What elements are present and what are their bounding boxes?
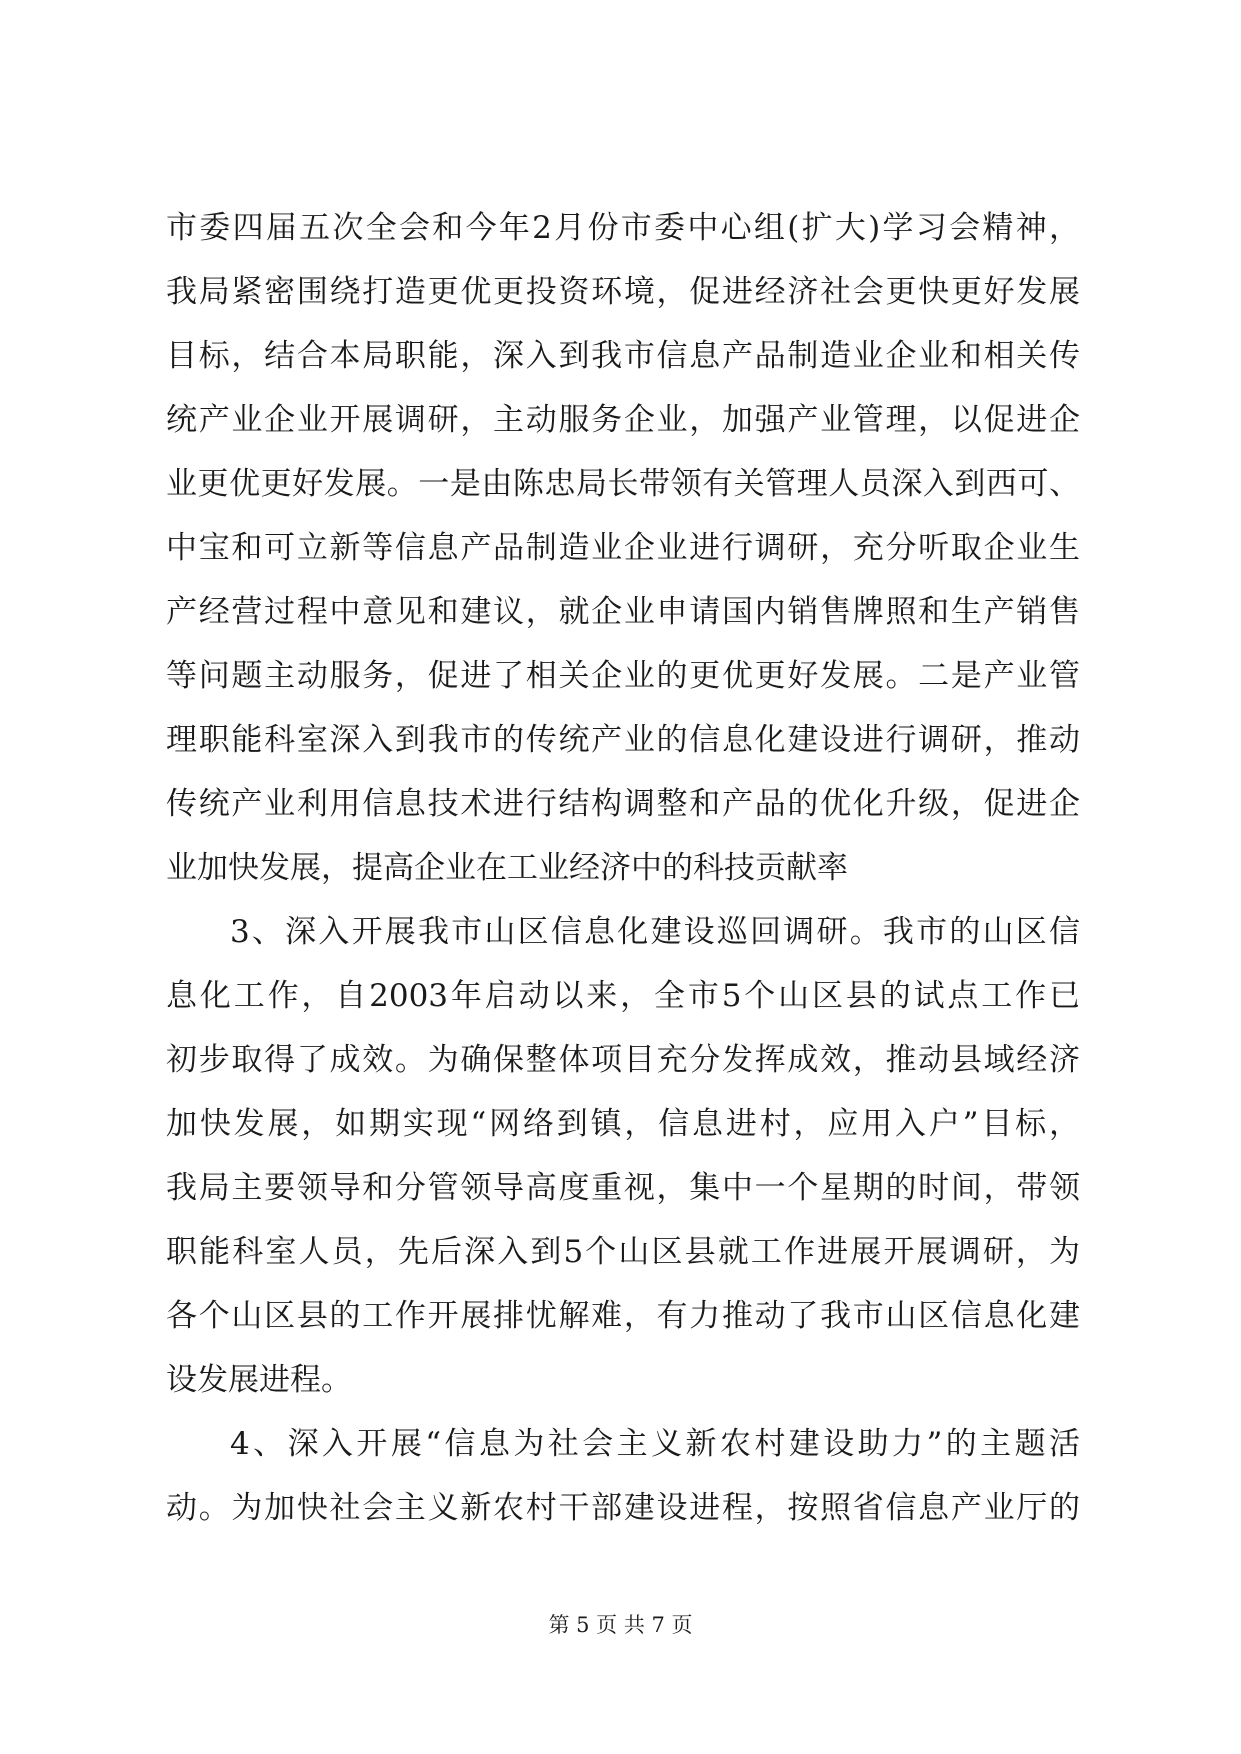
text-line: 产经营过程中意见和建议，就企业申请国内销售牌照和生产销售 bbox=[166, 594, 1080, 630]
text-line: 3、深入开展我市山区信息化建设巡回调研。我市的山区信 bbox=[230, 914, 1080, 950]
text-line: 目标，结合本局职能，深入到我市信息产品制造业企业和相关传 bbox=[166, 338, 1080, 374]
text-line: 等问题主动服务，促进了相关企业的更优更好发展。二是产业管 bbox=[166, 658, 1080, 694]
text-line: 我局紧密围绕打造更优更投资环境，促进经济社会更快更好发展 bbox=[166, 274, 1080, 310]
text-line: 统产业企业开展调研，主动服务企业，加强产业管理，以促进企 bbox=[166, 402, 1080, 438]
paragraph-1 bbox=[166, 196, 1080, 900]
text-line: 加快发展，如期实现“网络到镇，信息进村，应用入户”目标， bbox=[166, 1106, 1080, 1142]
text-line: 各个山区县的工作开展排忧解难，有力推动了我市山区信息化建 bbox=[166, 1298, 1080, 1334]
paragraph-3 bbox=[166, 1412, 1080, 1540]
paragraph-2 bbox=[166, 900, 1080, 1412]
text-line: 设发展进程。 bbox=[166, 1362, 352, 1398]
text-line: 4、深入开展“信息为社会主义新农村建设助力”的主题活 bbox=[230, 1426, 1080, 1462]
text-line: 动。为加快社会主义新农村干部建设进程，按照省信息产业厅的 bbox=[166, 1490, 1080, 1526]
text-line: 我局主要领导和分管领导高度重视，集中一个星期的时间，带领 bbox=[166, 1170, 1080, 1206]
text-line: 业更优更好发展。一是由陈忠局长带领有关管理人员深入到西可、 bbox=[166, 466, 1080, 502]
text-line: 初步取得了成效。为确保整体项目充分发挥成效，推动县域经济 bbox=[166, 1042, 1080, 1078]
text-line: 市委四届五次全会和今年2月份市委中心组(扩大)学习会精神， bbox=[166, 210, 1080, 246]
text-line: 职能科室人员，先后深入到5个山区县就工作进展开展调研，为 bbox=[166, 1234, 1080, 1270]
text-line: 理职能科室深入到我市的传统产业的信息化建设进行调研，推动 bbox=[166, 722, 1080, 758]
text-line: 传统产业利用信息技术进行结构调整和产品的优化升级，促进企 bbox=[166, 786, 1080, 822]
text-line: 息化工作，自2003年启动以来，全市5个山区县的试点工作已 bbox=[166, 978, 1080, 1014]
text-line: 中宝和可立新等信息产品制造业企业进行调研，充分听取企业生 bbox=[166, 530, 1080, 566]
document-body bbox=[166, 196, 1080, 1540]
text-line: 业加快发展，提高企业在工业经济中的科技贡献率 bbox=[166, 850, 848, 886]
page-number-footer: 第 5 页 共 7 页 bbox=[548, 1613, 693, 1637]
